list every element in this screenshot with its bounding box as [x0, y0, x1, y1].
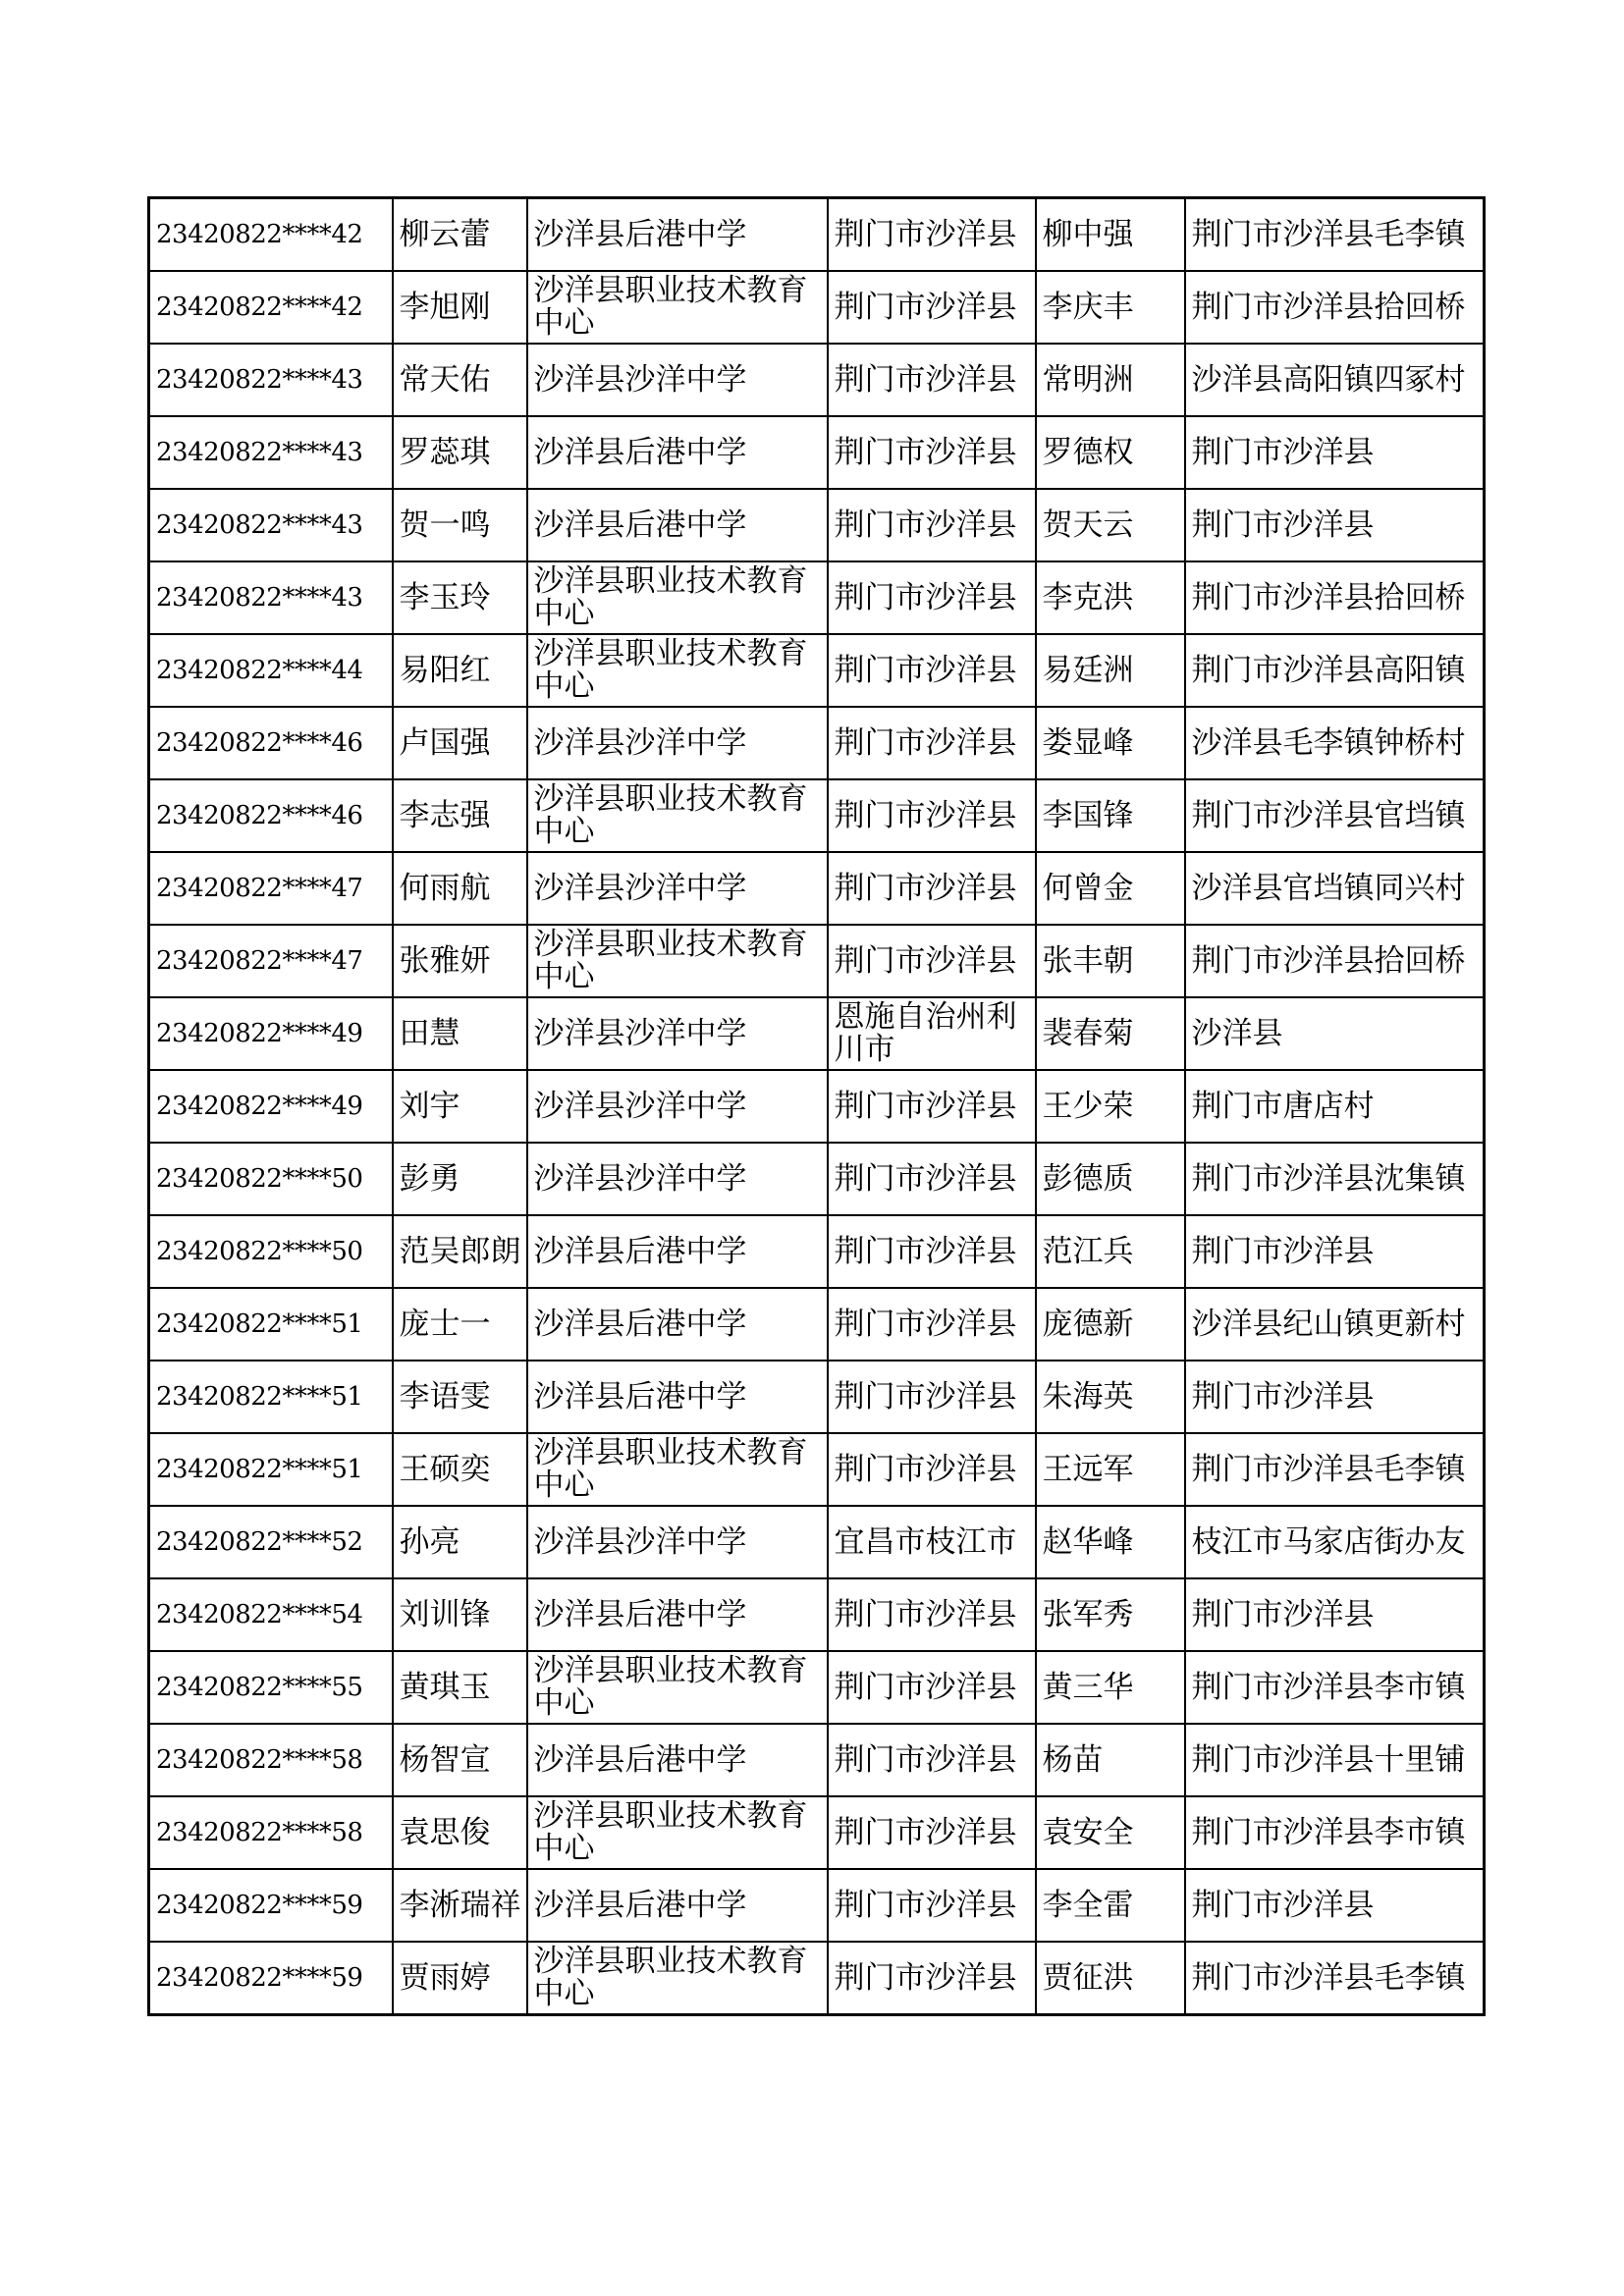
- guardian-cell: 李全雷: [1036, 1869, 1185, 1942]
- guardian-cell: 庞德新: [1036, 1288, 1185, 1361]
- table-row: [149, 1288, 1485, 1361]
- name-cell: 孙亮: [393, 1506, 527, 1578]
- region-cell: 荆门市沙洋县: [828, 779, 1036, 852]
- id-cell: 23420822****59: [149, 1869, 393, 1942]
- id-cell: 23420822****47: [149, 852, 393, 925]
- school-cell: 沙洋县职业技术教育中心: [527, 779, 828, 852]
- region-cell: 荆门市沙洋县: [828, 1288, 1036, 1361]
- address-cell: 荆门市沙洋县毛李镇: [1185, 198, 1485, 272]
- address-cell: 沙洋县高阳镇四冢村: [1185, 344, 1485, 416]
- region-cell: 荆门市沙洋县: [828, 634, 1036, 707]
- school-cell: 沙洋县后港中学: [527, 1288, 828, 1361]
- school-cell: 沙洋县后港中学: [527, 416, 828, 489]
- guardian-cell: 李克洪: [1036, 561, 1185, 634]
- id-cell: 23420822****50: [149, 1143, 393, 1215]
- guardian-cell: 赵华峰: [1036, 1506, 1185, 1578]
- guardian-cell: 贾征洪: [1036, 1942, 1185, 2015]
- name-cell: 张雅妍: [393, 925, 527, 997]
- school-cell: 沙洋县职业技术教育中心: [527, 1796, 828, 1869]
- address-cell: 荆门市沙洋县: [1185, 416, 1485, 489]
- address-cell: 荆门市沙洋县拾回桥: [1185, 925, 1485, 997]
- school-cell: 沙洋县沙洋中学: [527, 997, 828, 1070]
- name-cell: 杨智宣: [393, 1724, 527, 1796]
- id-cell: 23420822****51: [149, 1433, 393, 1506]
- region-cell: 荆门市沙洋县: [828, 1942, 1036, 2015]
- guardian-cell: 柳中强: [1036, 198, 1185, 272]
- table-row: [149, 271, 1485, 344]
- school-cell: 沙洋县沙洋中学: [527, 707, 828, 779]
- name-cell: 李志强: [393, 779, 527, 852]
- name-cell: 范吴郎朗: [393, 1215, 527, 1288]
- table-row: [149, 1578, 1485, 1651]
- address-cell: 荆门市沙洋县: [1185, 1215, 1485, 1288]
- id-cell: 23420822****49: [149, 997, 393, 1070]
- name-cell: 黄琪玉: [393, 1651, 527, 1724]
- guardian-cell: 常明洲: [1036, 344, 1185, 416]
- id-cell: 23420822****46: [149, 779, 393, 852]
- id-cell: 23420822****44: [149, 634, 393, 707]
- guardian-cell: 彭德质: [1036, 1143, 1185, 1215]
- address-cell: 荆门市沙洋县拾回桥: [1185, 271, 1485, 344]
- name-cell: 贾雨婷: [393, 1942, 527, 2015]
- name-cell: 田慧: [393, 997, 527, 1070]
- region-cell: 荆门市沙洋县: [828, 1361, 1036, 1433]
- school-cell: 沙洋县职业技术教育中心: [527, 634, 828, 707]
- name-cell: 柳云蕾: [393, 198, 527, 272]
- id-cell: 23420822****55: [149, 1651, 393, 1724]
- region-cell: 荆门市沙洋县: [828, 416, 1036, 489]
- guardian-cell: 裴春菊: [1036, 997, 1185, 1070]
- guardian-cell: 张军秀: [1036, 1578, 1185, 1651]
- address-cell: 沙洋县纪山镇更新村: [1185, 1288, 1485, 1361]
- table-row: [149, 779, 1485, 852]
- id-cell: 23420822****43: [149, 416, 393, 489]
- guardian-cell: 王少荣: [1036, 1070, 1185, 1143]
- table-row: [149, 1796, 1485, 1869]
- address-cell: 沙洋县: [1185, 997, 1485, 1070]
- region-cell: 荆门市沙洋县: [828, 198, 1036, 272]
- guardian-cell: 黄三华: [1036, 1651, 1185, 1724]
- name-cell: 卢国强: [393, 707, 527, 779]
- table-row: [149, 1143, 1485, 1215]
- school-cell: 沙洋县后港中学: [527, 489, 828, 561]
- table-row: [149, 852, 1485, 925]
- address-cell: 荆门市沙洋县李市镇: [1185, 1651, 1485, 1724]
- region-cell: 荆门市沙洋县: [828, 707, 1036, 779]
- guardian-cell: 何曾金: [1036, 852, 1185, 925]
- school-cell: 沙洋县职业技术教育中心: [527, 1433, 828, 1506]
- guardian-cell: 贺天云: [1036, 489, 1185, 561]
- address-cell: 荆门市沙洋县李市镇: [1185, 1796, 1485, 1869]
- id-cell: 23420822****54: [149, 1578, 393, 1651]
- name-cell: 彭勇: [393, 1143, 527, 1215]
- school-cell: 沙洋县职业技术教育中心: [527, 561, 828, 634]
- region-cell: 荆门市沙洋县: [828, 561, 1036, 634]
- id-cell: 23420822****43: [149, 344, 393, 416]
- region-cell: 荆门市沙洋县: [828, 1724, 1036, 1796]
- id-cell: 23420822****49: [149, 1070, 393, 1143]
- name-cell: 刘宇: [393, 1070, 527, 1143]
- name-cell: 何雨航: [393, 852, 527, 925]
- guardian-cell: 范江兵: [1036, 1215, 1185, 1288]
- school-cell: 沙洋县职业技术教育中心: [527, 1942, 828, 2015]
- id-cell: 23420822****58: [149, 1796, 393, 1869]
- region-cell: 荆门市沙洋县: [828, 271, 1036, 344]
- school-cell: 沙洋县沙洋中学: [527, 344, 828, 416]
- address-cell: 荆门市沙洋县高阳镇: [1185, 634, 1485, 707]
- table-row: [149, 1361, 1485, 1433]
- table-row: [149, 707, 1485, 779]
- region-cell: 荆门市沙洋县: [828, 925, 1036, 997]
- guardian-cell: 李国锋: [1036, 779, 1185, 852]
- address-cell: 荆门市沙洋县官垱镇: [1185, 779, 1485, 852]
- table-row: [149, 634, 1485, 707]
- address-cell: 荆门市沙洋县: [1185, 1869, 1485, 1942]
- address-cell: 荆门市沙洋县: [1185, 1361, 1485, 1433]
- guardian-cell: 朱海英: [1036, 1361, 1185, 1433]
- id-cell: 23420822****47: [149, 925, 393, 997]
- name-cell: 李语雯: [393, 1361, 527, 1433]
- table-row: [149, 344, 1485, 416]
- id-cell: 23420822****51: [149, 1288, 393, 1361]
- id-cell: 23420822****43: [149, 561, 393, 634]
- table-row: [149, 1942, 1485, 2015]
- address-cell: 沙洋县毛李镇钟桥村: [1185, 707, 1485, 779]
- school-cell: 沙洋县职业技术教育中心: [527, 271, 828, 344]
- guardian-cell: 娄显峰: [1036, 707, 1185, 779]
- id-cell: 23420822****58: [149, 1724, 393, 1796]
- table-row: [149, 1433, 1485, 1506]
- address-cell: 荆门市沙洋县拾回桥: [1185, 561, 1485, 634]
- school-cell: 沙洋县职业技术教育中心: [527, 925, 828, 997]
- region-cell: 荆门市沙洋县: [828, 1869, 1036, 1942]
- guardian-cell: 袁安全: [1036, 1796, 1185, 1869]
- name-cell: 贺一鸣: [393, 489, 527, 561]
- guardian-cell: 王远军: [1036, 1433, 1185, 1506]
- name-cell: 李淅瑞祥: [393, 1869, 527, 1942]
- table-row: [149, 198, 1485, 272]
- table-body: [149, 198, 1485, 2015]
- guardian-cell: 张丰朝: [1036, 925, 1185, 997]
- table-row: [149, 1724, 1485, 1796]
- school-cell: 沙洋县后港中学: [527, 1578, 828, 1651]
- table-row: [149, 1506, 1485, 1578]
- table-row: [149, 1869, 1485, 1942]
- id-cell: 23420822****42: [149, 271, 393, 344]
- region-cell: 荆门市沙洋县: [828, 1433, 1036, 1506]
- region-cell: 荆门市沙洋县: [828, 1215, 1036, 1288]
- address-cell: 荆门市沙洋县毛李镇: [1185, 1942, 1485, 2015]
- address-cell: 荆门市沙洋县: [1185, 489, 1485, 561]
- table-row: [149, 1651, 1485, 1724]
- school-cell: 沙洋县后港中学: [527, 1361, 828, 1433]
- region-cell: 恩施自治州利川市: [828, 997, 1036, 1070]
- guardian-cell: 罗德权: [1036, 416, 1185, 489]
- id-cell: 23420822****43: [149, 489, 393, 561]
- id-cell: 23420822****52: [149, 1506, 393, 1578]
- region-cell: 荆门市沙洋县: [828, 489, 1036, 561]
- name-cell: 王硕奕: [393, 1433, 527, 1506]
- region-cell: 荆门市沙洋县: [828, 852, 1036, 925]
- table-row: [149, 489, 1485, 561]
- id-cell: 23420822****51: [149, 1361, 393, 1433]
- address-cell: 荆门市唐店村: [1185, 1070, 1485, 1143]
- region-cell: 荆门市沙洋县: [828, 1578, 1036, 1651]
- region-cell: 宜昌市枝江市: [828, 1506, 1036, 1578]
- address-cell: 荆门市沙洋县十里铺: [1185, 1724, 1485, 1796]
- region-cell: 荆门市沙洋县: [828, 1143, 1036, 1215]
- region-cell: 荆门市沙洋县: [828, 1651, 1036, 1724]
- region-cell: 荆门市沙洋县: [828, 1070, 1036, 1143]
- address-cell: 沙洋县官垱镇同兴村: [1185, 852, 1485, 925]
- school-cell: 沙洋县职业技术教育中心: [527, 1651, 828, 1724]
- school-cell: 沙洋县后港中学: [527, 1724, 828, 1796]
- id-cell: 23420822****42: [149, 198, 393, 272]
- table-row: [149, 925, 1485, 997]
- address-cell: 荆门市沙洋县沈集镇: [1185, 1143, 1485, 1215]
- address-cell: 荆门市沙洋县毛李镇: [1185, 1433, 1485, 1506]
- table-row: [149, 1215, 1485, 1288]
- name-cell: 袁思俊: [393, 1796, 527, 1869]
- name-cell: 罗蕊琪: [393, 416, 527, 489]
- name-cell: 李玉玲: [393, 561, 527, 634]
- table-row: [149, 997, 1485, 1070]
- address-cell: 荆门市沙洋县: [1185, 1578, 1485, 1651]
- region-cell: 荆门市沙洋县: [828, 1796, 1036, 1869]
- school-cell: 沙洋县沙洋中学: [527, 1506, 828, 1578]
- guardian-cell: 李庆丰: [1036, 271, 1185, 344]
- id-cell: 23420822****59: [149, 1942, 393, 2015]
- name-cell: 易阳红: [393, 634, 527, 707]
- name-cell: 李旭刚: [393, 271, 527, 344]
- student-roster-table: [147, 196, 1486, 2016]
- guardian-cell: 杨苗: [1036, 1724, 1185, 1796]
- name-cell: 庞士一: [393, 1288, 527, 1361]
- school-cell: 沙洋县后港中学: [527, 1869, 828, 1942]
- region-cell: 荆门市沙洋县: [828, 344, 1036, 416]
- table-row: [149, 561, 1485, 634]
- school-cell: 沙洋县沙洋中学: [527, 1143, 828, 1215]
- school-cell: 沙洋县沙洋中学: [527, 852, 828, 925]
- id-cell: 23420822****50: [149, 1215, 393, 1288]
- name-cell: 常天佑: [393, 344, 527, 416]
- name-cell: 刘训锋: [393, 1578, 527, 1651]
- address-cell: 枝江市马家店街办友: [1185, 1506, 1485, 1578]
- school-cell: 沙洋县沙洋中学: [527, 1070, 828, 1143]
- guardian-cell: 易廷洲: [1036, 634, 1185, 707]
- id-cell: 23420822****46: [149, 707, 393, 779]
- table-row: [149, 416, 1485, 489]
- school-cell: 沙洋县后港中学: [527, 1215, 828, 1288]
- school-cell: 沙洋县后港中学: [527, 198, 828, 272]
- table-row: [149, 1070, 1485, 1143]
